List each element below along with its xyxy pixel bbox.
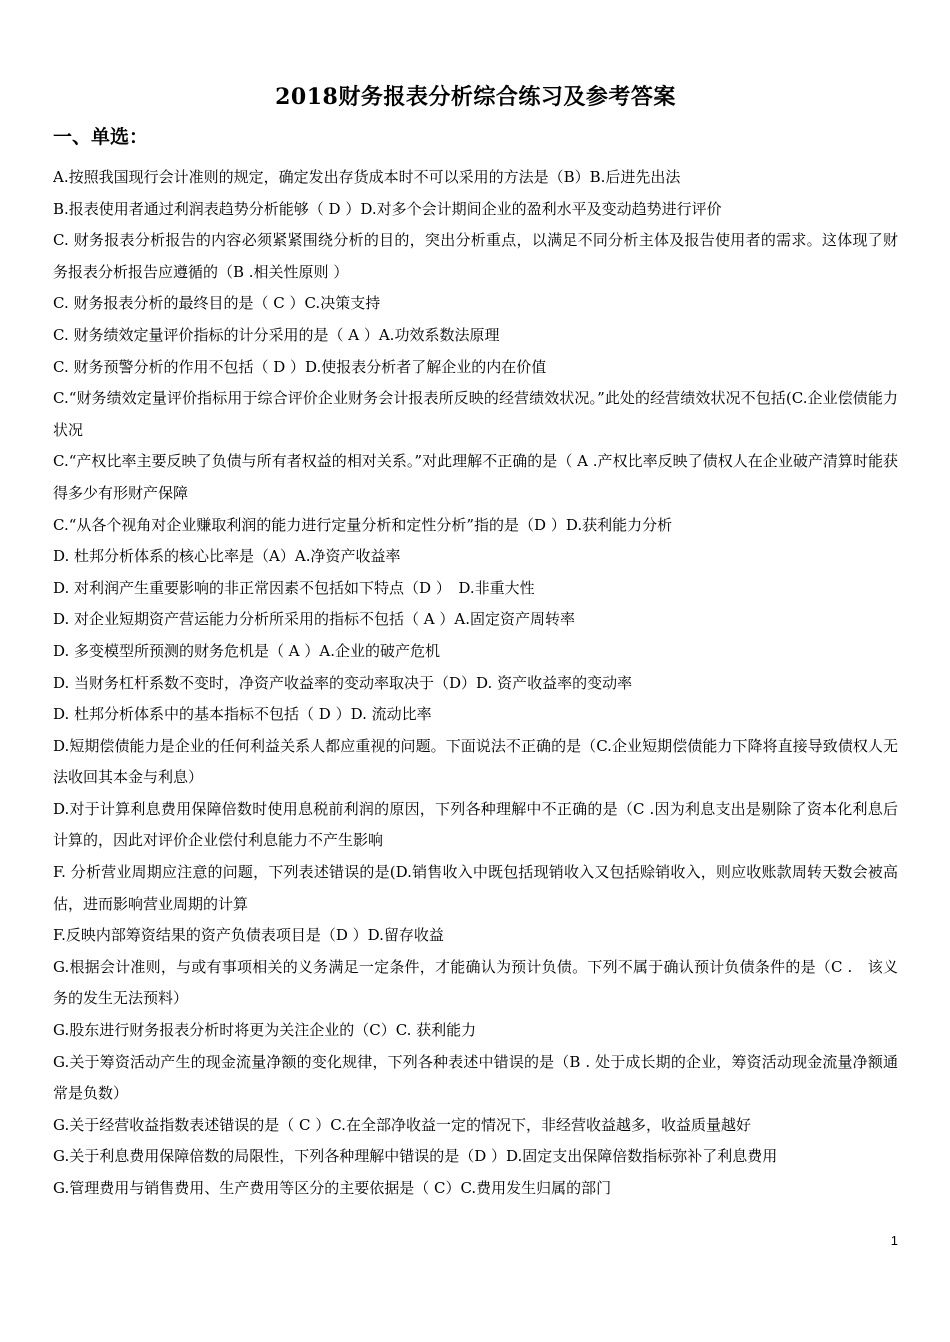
question-item: F. 分析营业周期应注意的问题，下列表述错误的是(D.销售收入中既包括现销收入又包括赊销收入，则应收账款周转天数会被高估，进而影响营业周期的计算 [53,863,898,913]
question-list [53,162,898,1205]
question-item: C.“从各个视角对企业赚取利润的能力进行定量分析和定性分析”指的是（D ）D.获利能力分析 [53,515,673,534]
question-item: D. 杜邦分析体系的核心比率是（A）A.净资产收益率 [53,547,401,566]
question-item: C. 财务绩效定量评价指标的计分采用的是（ A ）A.功效系数法原理 [53,325,500,344]
question-item: G.关于经营收益指数表述错误的是（ C ）C.在全部净收益一定的情况下，非经营收益越多，收益质量越好 [53,1115,751,1134]
question-item: G.管理费用与销售费用、生产费用等区分的主要依据是（ C）C.费用发生归属的部门 [53,1179,612,1197]
question-item: D. 对利润产生重要影响的非正常因素不包括如下特点（D ） D.非重大性 [53,578,535,597]
question-item: D.短期偿债能力是企业的任何利益关系人都应重视的问题。下面说法不正确的是（C.企业短期偿债能力下降将直接导致债权人无法收回其本金与利息） [53,736,898,787]
section-heading: 一、单选： [53,126,149,148]
page-number: 1 [890,1233,898,1248]
question-item: A.按照我国现行会计准则的规定，确定发出存货成本时不可以采用的方法是（B）B.后进先出法 [53,168,681,186]
question-item: G.股东进行财务报表分析时将更为关注企业的（C）C. 获利能力 [53,1021,477,1040]
question-item: B.报表使用者通过利润表趋势分析能够（ D ）D.对多个会计期间企业的盈利水平及变动趋势进行评价 [53,199,722,218]
question-item: G.根据会计准则，与或有事项相关的义务满足一定条件，才能确认为预计负债。下列不属于确认预计负债条件的是（C . 该义务的发生无法预料） [53,957,898,1008]
question-item: D. 多变模型所预测的财务危机是（ A ）A.企业的破产危机 [53,641,440,660]
question-item: C. 财务预警分析的作用不包括（ D ）D.使报表分析者了解企业的内在价值 [53,357,547,376]
question-item: C. 财务报表分析报告的内容必须紧紧围绕分析的目的，突出分析重点，以满足不同分析主体及报告使用者的需求。这体现了财务报表分析报告应遵循的（B .相关性原则 ） [53,231,898,281]
question-item: C.“财务绩效定量评价指标用于综合评价企业财务会计报表所反映的经营绩效状况。”此处的经营绩效状况不包括(C.企业偿债能力状况 [53,389,898,439]
question-item: D.对于计算利息费用保障倍数时使用息税前利润的原因，下列各种理解中不正确的是（C .因为利息支出是剔除了资本化利息后计算的，因此对评价企业偿付利息能力不产生影响 [53,799,898,850]
document-title: 2018财务报表分析综合练习及参考答案 [275,84,676,110]
question-item: C.“产权比率主要反映了负债与所有者权益的相对关系。”对此理解不正确的是（ A .产权比率反映了债权人在企业破产清算时能获得多少有形财产保障 [53,452,898,502]
question-item: D. 杜邦分析体系中的基本指标不包括（ D ）D. 流动比率 [53,705,432,724]
question-item: D. 对企业短期资产营运能力分析所采用的指标不包括（ A ）A.固定资产周转率 [53,610,576,629]
question-item: C. 财务报表分析的最终目的是（ C ）C.决策支持 [53,294,381,313]
question-item: G.关于筹资活动产生的现金流量净额的变化规律，下列各种表述中错误的是（B . 处于成长期的企业，筹资活动现金流量净额通常是负数） [53,1052,898,1103]
question-item: F.反映内部筹资结果的资产负债表项目是（D ）D.留存收益 [53,926,444,945]
question-item: G.关于利息费用保障倍数的局限性，下列各种理解中错误的是（D ）D.固定支出保障倍数指标弥补了利息费用 [53,1147,778,1166]
question-item: D. 当财务杠杆系数不变时，净资产收益率的变动率取决于（D）D. 资产收益率的变动率 [53,673,633,692]
